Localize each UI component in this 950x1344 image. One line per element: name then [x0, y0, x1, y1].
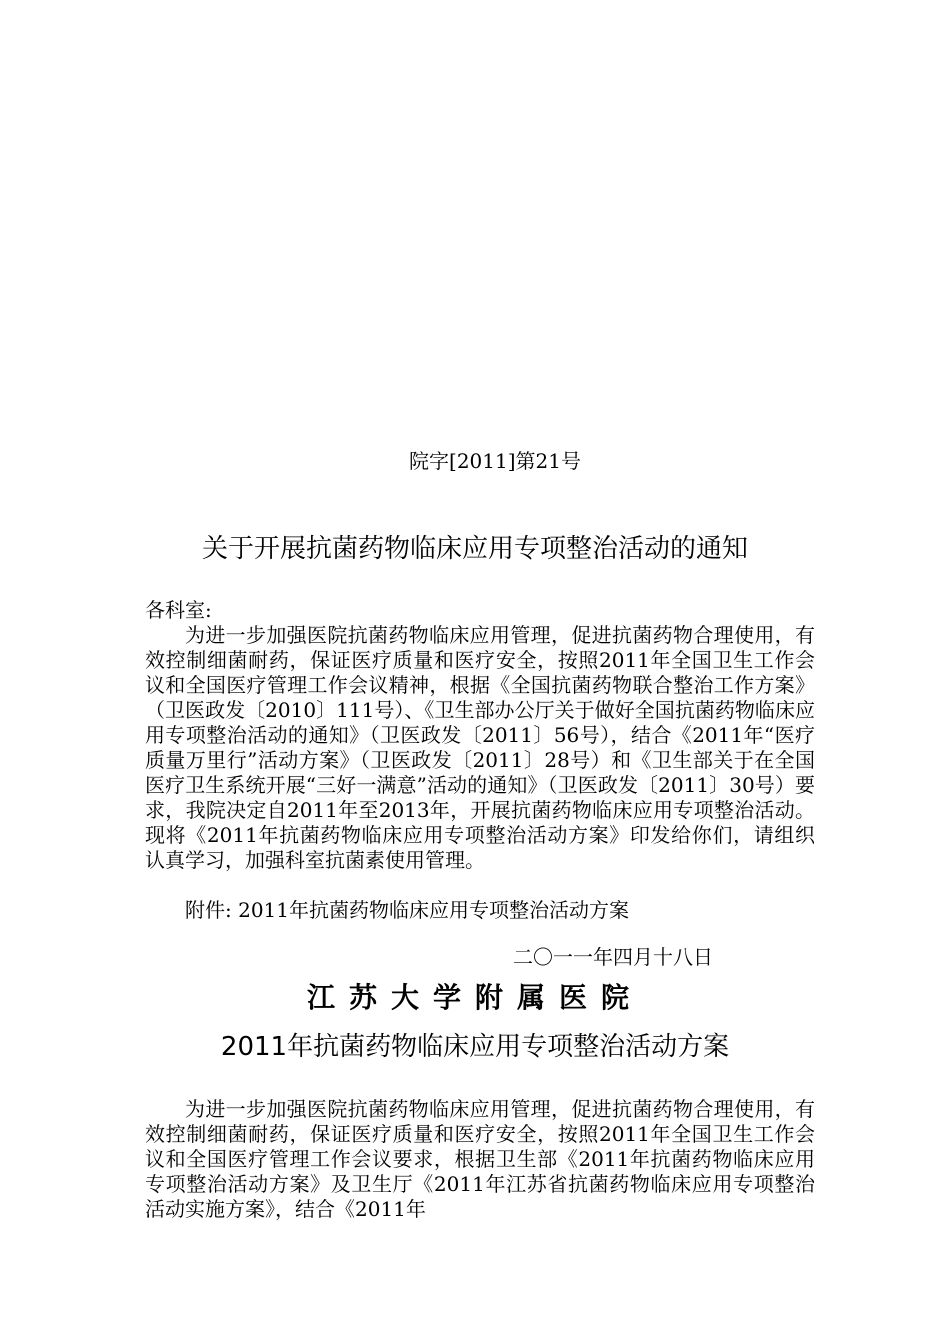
issue-date: 二〇一一年四月十八日 — [513, 945, 713, 969]
attachment-line: 附件: 2011年抗菌药物临床应用专项整治活动方案 — [185, 898, 629, 922]
notice-body-paragraph: 为进一步加强医院抗菌药物临床应用管理，促进抗菌药物合理使用，有效控制细菌耐药，保证医疗质量和医疗安全，按照2011年全国卫生工作会议和全国医疗管理工作会议精神，根据《全国抗菌药物联合整治工作方案》（卫医政发〔2010〕111号）、《卫生部办公厅关于做好全国抗菌药物临床应用专项整治活动的通知》（卫医政发〔2011〕56号），结合《2011年“医疗质量万里行”活动方案》（卫医政发〔2011〕28号）和《卫生部关于在全国医疗卫生系统开展“三好一满意”活动的通知》（卫医政发〔2011〕30号）要求，我院决定自2011年至2013年，开展抗菌药物临床应用专项整治活动。现将《2011年抗菌药物临床应用专项整治活动方案》印发给你们，请组织认真学习，加强科室抗菌素使用管理。 — [145, 623, 815, 872]
salutation: 各科室: — [145, 598, 212, 622]
plan-title: 2011年抗菌药物临床应用专项整治活动方案 — [220, 1032, 730, 1062]
notice-title: 关于开展抗菌药物临床应用专项整治活动的通知 — [201, 534, 748, 564]
hospital-name: 江苏大学附属医院 — [306, 981, 643, 1014]
plan-body-paragraph: 为进一步加强医院抗菌药物临床应用管理，促进抗菌药物合理使用，有效控制细菌耐药，保证医疗质量和医疗安全，按照2011年全国卫生工作会议和全国医疗管理工作会议要求，根据卫生部《2011年抗菌药物临床应用专项整治活动方案》及卫生厅《2011年江苏省抗菌药物临床应用专项整治活动实施方案》，结合《2011年 — [145, 1097, 815, 1221]
doc-number: 院字[2011]第21号 — [409, 449, 581, 473]
